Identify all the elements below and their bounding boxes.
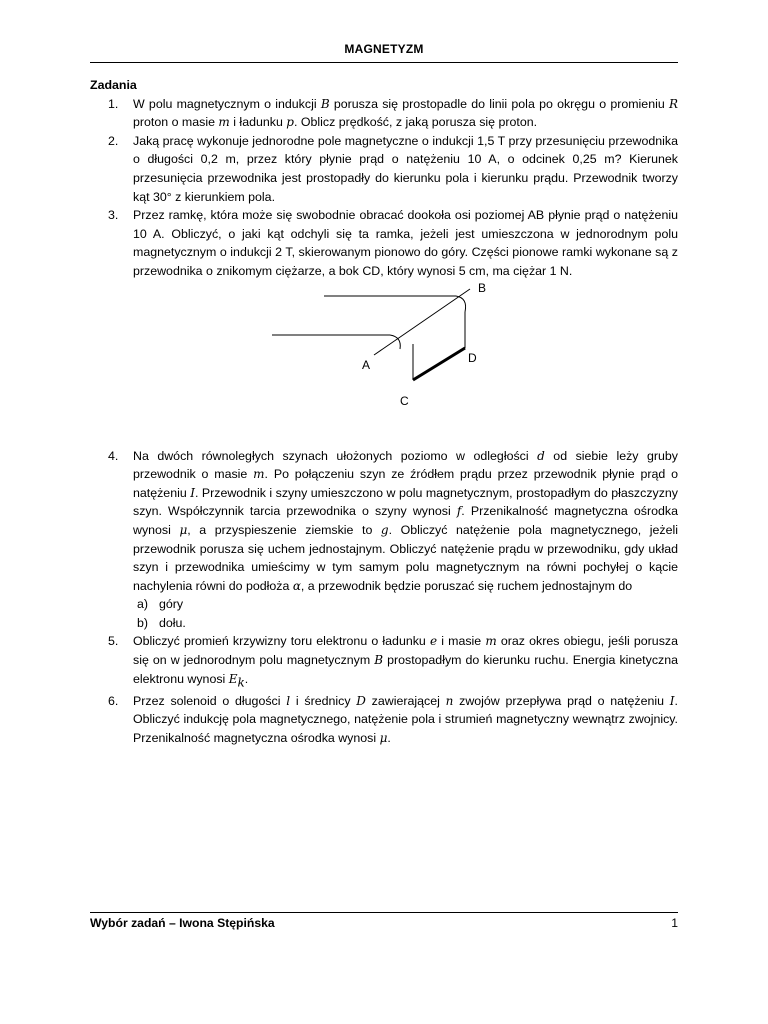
symbol-B: B xyxy=(320,96,330,111)
symbol-E: E xyxy=(228,671,238,686)
symbol-e: e xyxy=(429,634,438,649)
label-D: D xyxy=(468,350,477,365)
symbol-f: f xyxy=(456,504,462,519)
task-number: 3. xyxy=(108,208,119,223)
symbol-mu: μ xyxy=(379,730,388,745)
symbol-D: D xyxy=(356,693,366,708)
symbol-I: I xyxy=(190,485,195,500)
footer-author: Wybór zadań – Iwona Stępińska xyxy=(90,916,275,930)
task-5: 5. Obliczyć promień krzywizny toru elektronu o ładunku e i masie m oraz okres obiegu, jeśli porusza się on w jednorodnym polu magnetycznym B prostopadłym do kierunku ruchu. Energia kinetyczna elektronu wynosi $E_k$. xyxy=(108,634,678,690)
symbol-mu: μ xyxy=(179,522,188,537)
label-C: C xyxy=(400,393,409,408)
symbol-n: n xyxy=(445,693,454,708)
symbol-alpha: α xyxy=(292,578,301,593)
symbol-d: d xyxy=(537,448,545,463)
task-list xyxy=(90,95,678,281)
symbol-l: l xyxy=(286,693,291,708)
subscript-k: k xyxy=(237,675,245,690)
symbol-m: m xyxy=(253,467,265,482)
task-number: 5. xyxy=(108,634,119,649)
page-header: MAGNETYZM xyxy=(344,42,424,56)
task-text: Jaką pracę wykonuje jednorodne pole magnetyczne o indukcji 1,5 T przy przesunięciu przewodnika o długości 0,2 m, przez który płynie prąd o natężeniu 10 A, o odcinek 0,25 m? Kierunek przesunięcia przewodnika jest prostopadły do kierunku pola i kierunku prądu. Przewodnik tworzy kąt 30° z kierunkiem pola. xyxy=(133,133,678,204)
task-3 xyxy=(90,206,678,280)
page-number: 1 xyxy=(671,916,678,930)
task-number: 4. xyxy=(108,448,119,463)
symbol-R: R xyxy=(668,96,679,111)
sub-item-b: b) dołu. xyxy=(137,615,186,630)
axis-AB xyxy=(374,289,470,355)
symbol-B: B xyxy=(374,653,384,668)
symbol-p: p xyxy=(286,115,294,130)
task-list-2 xyxy=(90,447,678,748)
task-6: 6. Przez solenoid o długości l i średnicy D zawierającej n zwojów przepływa prąd o natężeniu I. Obliczyć indukcję pola magnetycznego, natężenie pola i strumień magnetyczny wewnątrz zwojnicy. Przenikalność magnetyczna ośrodka wynosi μ. xyxy=(108,693,678,745)
task-1: 1. W polu magnetycznym o indukcji B porusza się prostopadle do linii pola po okręgu o promieniu R proton o masie m i ładunku p. Oblicz prędkość, z jaką porusza się proton. xyxy=(108,96,679,130)
frame-diagram-svg xyxy=(270,280,510,439)
task-4: 4. Na dwóch równoległych szynach ułożonych poziomo w odległości d od siebie leży gruby przewodnik o masie m. Po połączeniu szyn ze źródłem prądu przez przewodnik płynie prąd o natężeniu I. Przewodnik i szyny umieszczono w polu magnetycznym, prostopadłym do płaszczyzny szyn. Współczynnik tarcia przewodnika o szyny wynosi f. Przenikalność magnetyczna ośrodka wynosi μ, a przyspieszenie ziemskie to g. Obliczyć natężenie pola magnetycznego, jeżeli przewodnik porusza się uchem jednostajnym. Obliczyć natężenie prądu w przewodniku, gdy układ szyn i przewodnika umieścimy w tym samym polu magnetycznym na równi pochyłej o kącie nachylenia równi do podłoża α, a przewodnik będzie poruszać się ruchem jednostajnym do a) góry b) dołu. xyxy=(90,447,678,633)
section-title: Zadania xyxy=(90,78,137,92)
frame-diagram xyxy=(90,281,678,447)
task-number: 1. xyxy=(108,96,119,111)
label-B: B xyxy=(478,280,487,295)
symbol-m: m xyxy=(218,115,230,130)
side-CD xyxy=(413,348,465,380)
sub-list xyxy=(133,595,678,632)
task-text: Przez ramkę, która może się swobodnie obracać dookoła osi poziomej AB płynie prąd o natężeniu 10 A. Obliczyć, o jaki kąt odchyli się ta ramka, jeżeli jest umieszczona w jednorodnym polu magnetycznym o indukcji 2 T, skierowanym pionowo do góry. Części pionowe ramki wykonane są z przewodnika o znikomym ciężarze, a bok CD, który wynosi 5 cm, ma ciężar 1 N. xyxy=(133,208,678,278)
sub-item-a: a) góry xyxy=(137,597,184,612)
symbol-m: m xyxy=(485,634,497,649)
upper-arc xyxy=(456,296,466,312)
header-rule xyxy=(90,62,678,63)
symbol-I: I xyxy=(669,693,675,708)
footer-rule xyxy=(90,912,678,913)
task-number: 6. xyxy=(108,693,119,708)
symbol-g: g xyxy=(380,522,389,537)
task-number: 2. xyxy=(108,133,119,148)
task-2 xyxy=(90,132,678,206)
document-body xyxy=(90,76,678,748)
label-A: A xyxy=(362,357,371,372)
lower-arc xyxy=(390,335,400,349)
